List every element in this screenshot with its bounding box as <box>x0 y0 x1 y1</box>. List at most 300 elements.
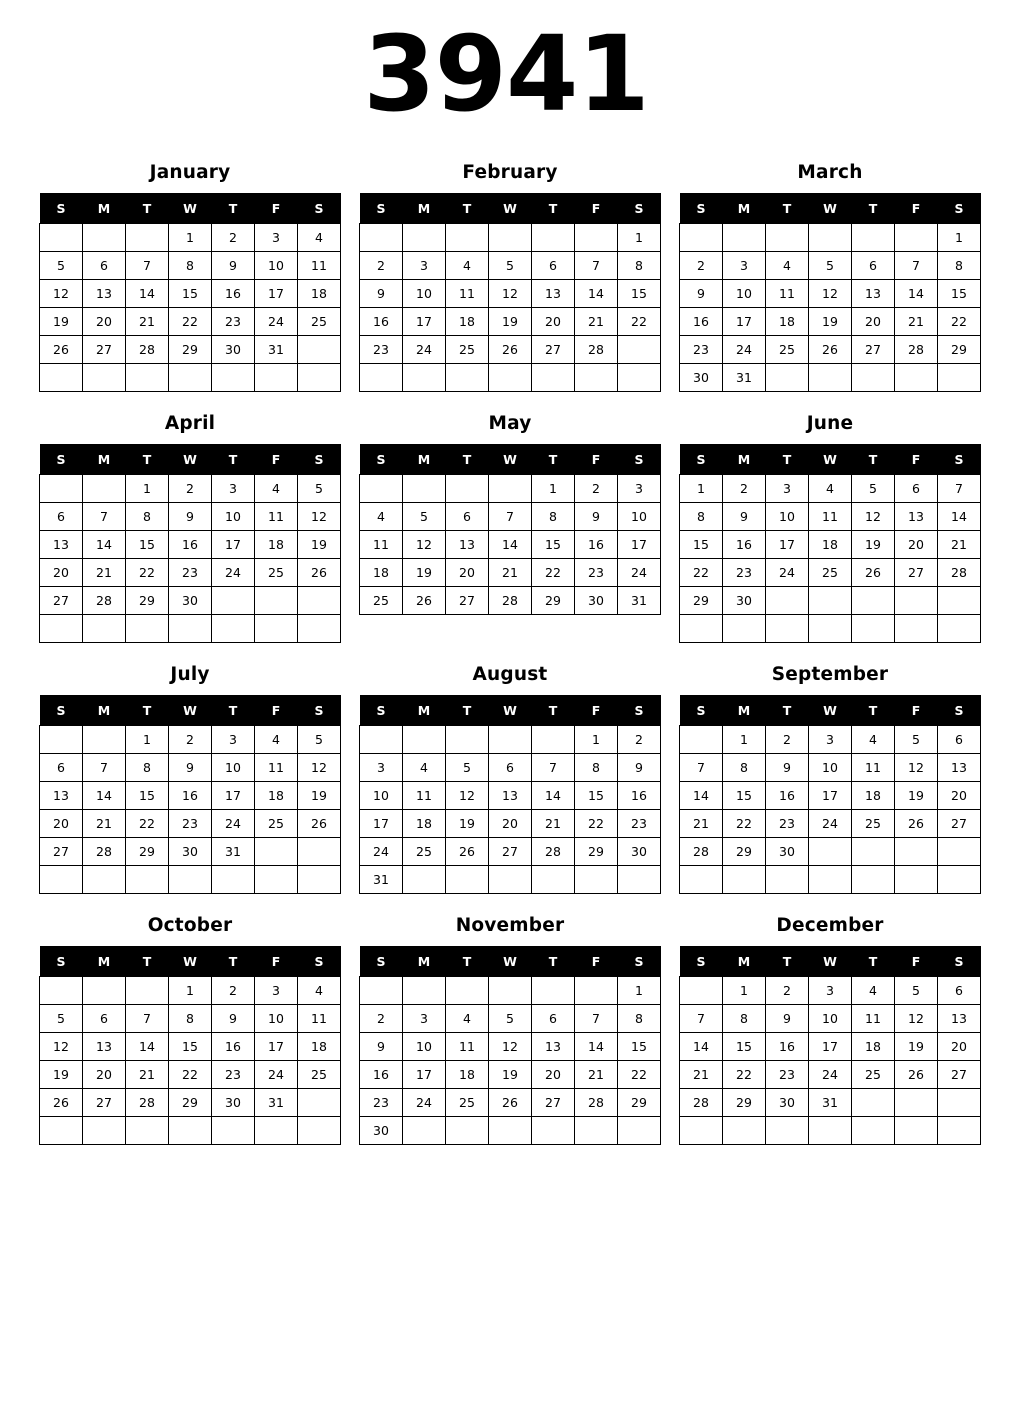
day-cell[interactable]: 12 <box>403 531 446 559</box>
day-cell[interactable]: 24 <box>809 1061 852 1089</box>
day-cell[interactable]: 20 <box>895 531 938 559</box>
day-cell[interactable]: 29 <box>575 838 618 866</box>
day-cell[interactable]: 14 <box>126 1033 169 1061</box>
day-cell[interactable]: 24 <box>618 559 661 587</box>
day-cell[interactable]: 13 <box>895 503 938 531</box>
day-cell[interactable]: 21 <box>938 531 981 559</box>
day-cell[interactable]: 19 <box>809 308 852 336</box>
day-cell[interactable]: 25 <box>852 810 895 838</box>
day-cell[interactable]: 19 <box>895 1033 938 1061</box>
day-cell[interactable]: 15 <box>938 280 981 308</box>
day-cell[interactable]: 5 <box>809 252 852 280</box>
day-cell[interactable]: 7 <box>83 503 126 531</box>
day-cell[interactable]: 28 <box>895 336 938 364</box>
day-cell[interactable]: 5 <box>403 503 446 531</box>
day-cell[interactable]: 30 <box>575 587 618 615</box>
day-cell[interactable]: 24 <box>360 838 403 866</box>
day-cell[interactable]: 9 <box>766 754 809 782</box>
day-cell[interactable]: 30 <box>680 364 723 392</box>
day-cell[interactable]: 13 <box>938 754 981 782</box>
day-cell[interactable]: 20 <box>532 308 575 336</box>
day-cell[interactable]: 8 <box>169 252 212 280</box>
day-cell[interactable]: 16 <box>169 531 212 559</box>
day-cell[interactable]: 7 <box>680 754 723 782</box>
day-cell[interactable]: 20 <box>446 559 489 587</box>
day-cell[interactable]: 22 <box>532 559 575 587</box>
day-cell[interactable]: 2 <box>575 475 618 503</box>
day-cell[interactable]: 10 <box>766 503 809 531</box>
day-cell[interactable]: 10 <box>212 754 255 782</box>
day-cell[interactable]: 31 <box>809 1089 852 1117</box>
day-cell[interactable]: 1 <box>618 977 661 1005</box>
day-cell[interactable]: 30 <box>723 587 766 615</box>
day-cell[interactable]: 27 <box>40 587 83 615</box>
day-cell[interactable]: 5 <box>446 754 489 782</box>
day-cell[interactable]: 10 <box>212 503 255 531</box>
day-cell[interactable]: 19 <box>403 559 446 587</box>
day-cell[interactable]: 20 <box>40 559 83 587</box>
day-cell[interactable]: 14 <box>575 1033 618 1061</box>
day-cell[interactable]: 17 <box>618 531 661 559</box>
day-cell[interactable]: 19 <box>40 1061 83 1089</box>
day-cell[interactable]: 18 <box>255 531 298 559</box>
day-cell[interactable]: 5 <box>298 726 341 754</box>
day-cell[interactable]: 7 <box>938 475 981 503</box>
day-cell[interactable]: 2 <box>212 977 255 1005</box>
day-cell[interactable]: 24 <box>809 810 852 838</box>
day-cell[interactable]: 22 <box>126 810 169 838</box>
day-cell[interactable]: 7 <box>126 1005 169 1033</box>
day-cell[interactable]: 4 <box>446 252 489 280</box>
day-cell[interactable]: 3 <box>618 475 661 503</box>
day-cell[interactable]: 25 <box>360 587 403 615</box>
day-cell[interactable]: 1 <box>938 224 981 252</box>
day-cell[interactable]: 26 <box>895 810 938 838</box>
day-cell[interactable]: 2 <box>618 726 661 754</box>
day-cell[interactable]: 13 <box>532 1033 575 1061</box>
day-cell[interactable]: 22 <box>126 559 169 587</box>
day-cell[interactable]: 1 <box>723 726 766 754</box>
day-cell[interactable]: 25 <box>255 810 298 838</box>
day-cell[interactable]: 12 <box>298 503 341 531</box>
day-cell[interactable]: 24 <box>403 1089 446 1117</box>
day-cell[interactable]: 29 <box>532 587 575 615</box>
day-cell[interactable]: 7 <box>83 754 126 782</box>
day-cell[interactable]: 17 <box>403 1061 446 1089</box>
day-cell[interactable]: 24 <box>212 559 255 587</box>
day-cell[interactable]: 28 <box>83 587 126 615</box>
day-cell[interactable]: 26 <box>40 1089 83 1117</box>
day-cell[interactable]: 14 <box>532 782 575 810</box>
day-cell[interactable]: 16 <box>723 531 766 559</box>
day-cell[interactable]: 12 <box>298 754 341 782</box>
day-cell[interactable]: 15 <box>618 280 661 308</box>
day-cell[interactable]: 17 <box>255 280 298 308</box>
day-cell[interactable]: 6 <box>532 1005 575 1033</box>
day-cell[interactable]: 2 <box>680 252 723 280</box>
day-cell[interactable]: 8 <box>723 754 766 782</box>
day-cell[interactable]: 27 <box>83 1089 126 1117</box>
day-cell[interactable]: 22 <box>680 559 723 587</box>
day-cell[interactable]: 14 <box>680 1033 723 1061</box>
day-cell[interactable]: 23 <box>169 810 212 838</box>
day-cell[interactable]: 21 <box>126 1061 169 1089</box>
day-cell[interactable]: 9 <box>212 1005 255 1033</box>
day-cell[interactable]: 23 <box>618 810 661 838</box>
day-cell[interactable]: 8 <box>938 252 981 280</box>
day-cell[interactable]: 11 <box>809 503 852 531</box>
day-cell[interactable]: 18 <box>446 308 489 336</box>
day-cell[interactable]: 21 <box>575 1061 618 1089</box>
day-cell[interactable]: 14 <box>489 531 532 559</box>
day-cell[interactable]: 1 <box>532 475 575 503</box>
day-cell[interactable]: 14 <box>575 280 618 308</box>
day-cell[interactable]: 3 <box>766 475 809 503</box>
day-cell[interactable]: 4 <box>809 475 852 503</box>
day-cell[interactable]: 22 <box>169 1061 212 1089</box>
day-cell[interactable]: 24 <box>212 810 255 838</box>
day-cell[interactable]: 27 <box>938 1061 981 1089</box>
day-cell[interactable]: 26 <box>298 559 341 587</box>
day-cell[interactable]: 18 <box>298 280 341 308</box>
day-cell[interactable]: 9 <box>680 280 723 308</box>
day-cell[interactable]: 17 <box>360 810 403 838</box>
day-cell[interactable]: 7 <box>532 754 575 782</box>
day-cell[interactable]: 8 <box>618 1005 661 1033</box>
day-cell[interactable]: 28 <box>83 838 126 866</box>
day-cell[interactable]: 9 <box>766 1005 809 1033</box>
day-cell[interactable]: 17 <box>766 531 809 559</box>
day-cell[interactable]: 29 <box>618 1089 661 1117</box>
day-cell[interactable]: 26 <box>298 810 341 838</box>
day-cell[interactable]: 14 <box>126 280 169 308</box>
day-cell[interactable]: 17 <box>255 1033 298 1061</box>
day-cell[interactable]: 19 <box>298 531 341 559</box>
day-cell[interactable]: 6 <box>489 754 532 782</box>
day-cell[interactable]: 21 <box>575 308 618 336</box>
day-cell[interactable]: 29 <box>938 336 981 364</box>
day-cell[interactable]: 11 <box>298 252 341 280</box>
day-cell[interactable]: 10 <box>403 1033 446 1061</box>
day-cell[interactable]: 15 <box>575 782 618 810</box>
day-cell[interactable]: 10 <box>809 754 852 782</box>
day-cell[interactable]: 6 <box>938 726 981 754</box>
day-cell[interactable]: 15 <box>169 1033 212 1061</box>
day-cell[interactable]: 28 <box>938 559 981 587</box>
day-cell[interactable]: 10 <box>255 1005 298 1033</box>
day-cell[interactable]: 30 <box>360 1117 403 1145</box>
day-cell[interactable]: 30 <box>618 838 661 866</box>
day-cell[interactable]: 28 <box>126 336 169 364</box>
day-cell[interactable]: 27 <box>532 336 575 364</box>
day-cell[interactable]: 12 <box>40 280 83 308</box>
day-cell[interactable]: 19 <box>446 810 489 838</box>
day-cell[interactable]: 25 <box>446 1089 489 1117</box>
day-cell[interactable]: 6 <box>83 252 126 280</box>
day-cell[interactable]: 13 <box>532 280 575 308</box>
day-cell[interactable]: 9 <box>360 280 403 308</box>
day-cell[interactable]: 30 <box>766 838 809 866</box>
day-cell[interactable]: 5 <box>895 977 938 1005</box>
day-cell[interactable]: 5 <box>298 475 341 503</box>
day-cell[interactable]: 22 <box>723 810 766 838</box>
day-cell[interactable]: 5 <box>40 252 83 280</box>
day-cell[interactable]: 16 <box>169 782 212 810</box>
day-cell[interactable]: 16 <box>212 1033 255 1061</box>
day-cell[interactable]: 26 <box>403 587 446 615</box>
day-cell[interactable]: 27 <box>489 838 532 866</box>
day-cell[interactable]: 3 <box>255 977 298 1005</box>
day-cell[interactable]: 2 <box>169 726 212 754</box>
day-cell[interactable]: 20 <box>938 1033 981 1061</box>
day-cell[interactable]: 17 <box>809 782 852 810</box>
day-cell[interactable]: 10 <box>360 782 403 810</box>
day-cell[interactable]: 16 <box>212 280 255 308</box>
day-cell[interactable]: 22 <box>575 810 618 838</box>
day-cell[interactable]: 14 <box>680 782 723 810</box>
day-cell[interactable]: 26 <box>809 336 852 364</box>
day-cell[interactable]: 27 <box>40 838 83 866</box>
day-cell[interactable]: 16 <box>618 782 661 810</box>
day-cell[interactable]: 4 <box>766 252 809 280</box>
day-cell[interactable]: 14 <box>895 280 938 308</box>
day-cell[interactable]: 29 <box>169 336 212 364</box>
day-cell[interactable]: 29 <box>723 1089 766 1117</box>
day-cell[interactable]: 4 <box>403 754 446 782</box>
day-cell[interactable]: 18 <box>255 782 298 810</box>
day-cell[interactable]: 16 <box>766 1033 809 1061</box>
day-cell[interactable]: 8 <box>532 503 575 531</box>
day-cell[interactable]: 23 <box>766 810 809 838</box>
day-cell[interactable]: 27 <box>895 559 938 587</box>
day-cell[interactable]: 2 <box>723 475 766 503</box>
day-cell[interactable]: 16 <box>360 308 403 336</box>
day-cell[interactable]: 2 <box>766 977 809 1005</box>
day-cell[interactable]: 19 <box>852 531 895 559</box>
day-cell[interactable]: 9 <box>212 252 255 280</box>
day-cell[interactable]: 23 <box>212 308 255 336</box>
day-cell[interactable]: 13 <box>40 531 83 559</box>
day-cell[interactable]: 31 <box>255 336 298 364</box>
day-cell[interactable]: 25 <box>809 559 852 587</box>
day-cell[interactable]: 1 <box>575 726 618 754</box>
day-cell[interactable]: 26 <box>489 336 532 364</box>
day-cell[interactable]: 15 <box>532 531 575 559</box>
day-cell[interactable]: 30 <box>212 1089 255 1117</box>
day-cell[interactable]: 7 <box>895 252 938 280</box>
day-cell[interactable]: 10 <box>809 1005 852 1033</box>
day-cell[interactable]: 3 <box>212 726 255 754</box>
day-cell[interactable]: 23 <box>360 1089 403 1117</box>
day-cell[interactable]: 28 <box>680 838 723 866</box>
day-cell[interactable]: 24 <box>255 308 298 336</box>
day-cell[interactable]: 3 <box>403 1005 446 1033</box>
day-cell[interactable]: 11 <box>852 754 895 782</box>
day-cell[interactable]: 24 <box>403 336 446 364</box>
day-cell[interactable]: 21 <box>680 810 723 838</box>
day-cell[interactable]: 20 <box>852 308 895 336</box>
day-cell[interactable]: 3 <box>809 977 852 1005</box>
day-cell[interactable]: 29 <box>169 1089 212 1117</box>
day-cell[interactable]: 31 <box>618 587 661 615</box>
day-cell[interactable]: 24 <box>255 1061 298 1089</box>
day-cell[interactable]: 3 <box>809 726 852 754</box>
day-cell[interactable]: 2 <box>766 726 809 754</box>
day-cell[interactable]: 17 <box>723 308 766 336</box>
day-cell[interactable]: 3 <box>723 252 766 280</box>
day-cell[interactable]: 2 <box>212 224 255 252</box>
day-cell[interactable]: 22 <box>618 308 661 336</box>
day-cell[interactable]: 15 <box>723 782 766 810</box>
day-cell[interactable]: 6 <box>83 1005 126 1033</box>
day-cell[interactable]: 1 <box>126 475 169 503</box>
day-cell[interactable]: 25 <box>403 838 446 866</box>
day-cell[interactable]: 1 <box>723 977 766 1005</box>
day-cell[interactable]: 3 <box>403 252 446 280</box>
day-cell[interactable]: 25 <box>298 308 341 336</box>
day-cell[interactable]: 23 <box>766 1061 809 1089</box>
day-cell[interactable]: 26 <box>895 1061 938 1089</box>
day-cell[interactable]: 11 <box>403 782 446 810</box>
day-cell[interactable]: 20 <box>83 308 126 336</box>
day-cell[interactable]: 12 <box>809 280 852 308</box>
day-cell[interactable]: 18 <box>852 1033 895 1061</box>
day-cell[interactable]: 14 <box>938 503 981 531</box>
day-cell[interactable]: 18 <box>298 1033 341 1061</box>
day-cell[interactable]: 16 <box>766 782 809 810</box>
day-cell[interactable]: 15 <box>618 1033 661 1061</box>
day-cell[interactable]: 22 <box>169 308 212 336</box>
day-cell[interactable]: 28 <box>489 587 532 615</box>
day-cell[interactable]: 11 <box>852 1005 895 1033</box>
day-cell[interactable]: 16 <box>575 531 618 559</box>
day-cell[interactable]: 21 <box>126 308 169 336</box>
day-cell[interactable]: 18 <box>360 559 403 587</box>
day-cell[interactable]: 9 <box>618 754 661 782</box>
day-cell[interactable]: 1 <box>169 224 212 252</box>
day-cell[interactable]: 12 <box>895 754 938 782</box>
day-cell[interactable]: 23 <box>212 1061 255 1089</box>
day-cell[interactable]: 4 <box>360 503 403 531</box>
day-cell[interactable]: 11 <box>766 280 809 308</box>
day-cell[interactable]: 31 <box>360 866 403 894</box>
day-cell[interactable]: 8 <box>126 754 169 782</box>
day-cell[interactable]: 30 <box>766 1089 809 1117</box>
day-cell[interactable]: 20 <box>938 782 981 810</box>
day-cell[interactable]: 24 <box>723 336 766 364</box>
day-cell[interactable]: 28 <box>575 336 618 364</box>
day-cell[interactable]: 27 <box>532 1089 575 1117</box>
day-cell[interactable]: 29 <box>680 587 723 615</box>
day-cell[interactable]: 23 <box>575 559 618 587</box>
day-cell[interactable]: 19 <box>489 308 532 336</box>
day-cell[interactable]: 4 <box>852 977 895 1005</box>
day-cell[interactable]: 21 <box>532 810 575 838</box>
day-cell[interactable]: 19 <box>895 782 938 810</box>
day-cell[interactable]: 23 <box>169 559 212 587</box>
day-cell[interactable]: 12 <box>489 280 532 308</box>
day-cell[interactable]: 20 <box>532 1061 575 1089</box>
day-cell[interactable]: 27 <box>446 587 489 615</box>
day-cell[interactable]: 6 <box>40 754 83 782</box>
day-cell[interactable]: 10 <box>618 503 661 531</box>
day-cell[interactable]: 10 <box>255 252 298 280</box>
day-cell[interactable]: 12 <box>446 782 489 810</box>
day-cell[interactable]: 17 <box>403 308 446 336</box>
day-cell[interactable]: 4 <box>446 1005 489 1033</box>
day-cell[interactable]: 15 <box>680 531 723 559</box>
day-cell[interactable]: 9 <box>169 754 212 782</box>
day-cell[interactable]: 4 <box>298 977 341 1005</box>
day-cell[interactable]: 25 <box>766 336 809 364</box>
day-cell[interactable]: 22 <box>723 1061 766 1089</box>
day-cell[interactable]: 5 <box>489 1005 532 1033</box>
day-cell[interactable]: 29 <box>126 587 169 615</box>
day-cell[interactable]: 10 <box>723 280 766 308</box>
day-cell[interactable]: 18 <box>403 810 446 838</box>
day-cell[interactable]: 28 <box>575 1089 618 1117</box>
day-cell[interactable]: 27 <box>938 810 981 838</box>
day-cell[interactable]: 13 <box>40 782 83 810</box>
day-cell[interactable]: 3 <box>255 224 298 252</box>
day-cell[interactable]: 11 <box>360 531 403 559</box>
day-cell[interactable]: 5 <box>852 475 895 503</box>
day-cell[interactable]: 25 <box>446 336 489 364</box>
day-cell[interactable]: 6 <box>446 503 489 531</box>
day-cell[interactable]: 18 <box>446 1061 489 1089</box>
day-cell[interactable]: 1 <box>680 475 723 503</box>
day-cell[interactable]: 15 <box>169 280 212 308</box>
day-cell[interactable]: 5 <box>895 726 938 754</box>
day-cell[interactable]: 20 <box>83 1061 126 1089</box>
day-cell[interactable]: 22 <box>618 1061 661 1089</box>
day-cell[interactable]: 16 <box>360 1061 403 1089</box>
day-cell[interactable]: 10 <box>403 280 446 308</box>
day-cell[interactable]: 8 <box>126 503 169 531</box>
day-cell[interactable]: 25 <box>852 1061 895 1089</box>
day-cell[interactable]: 18 <box>809 531 852 559</box>
day-cell[interactable]: 3 <box>212 475 255 503</box>
day-cell[interactable]: 15 <box>126 531 169 559</box>
day-cell[interactable]: 13 <box>446 531 489 559</box>
day-cell[interactable]: 28 <box>532 838 575 866</box>
day-cell[interactable]: 26 <box>446 838 489 866</box>
day-cell[interactable]: 30 <box>212 336 255 364</box>
day-cell[interactable]: 21 <box>83 559 126 587</box>
day-cell[interactable]: 1 <box>169 977 212 1005</box>
day-cell[interactable]: 26 <box>852 559 895 587</box>
day-cell[interactable]: 30 <box>169 838 212 866</box>
day-cell[interactable]: 23 <box>723 559 766 587</box>
day-cell[interactable]: 31 <box>255 1089 298 1117</box>
day-cell[interactable]: 4 <box>298 224 341 252</box>
day-cell[interactable]: 23 <box>360 336 403 364</box>
day-cell[interactable]: 29 <box>723 838 766 866</box>
day-cell[interactable]: 18 <box>766 308 809 336</box>
day-cell[interactable]: 27 <box>83 336 126 364</box>
day-cell[interactable]: 18 <box>852 782 895 810</box>
day-cell[interactable]: 6 <box>938 977 981 1005</box>
day-cell[interactable]: 14 <box>83 531 126 559</box>
day-cell[interactable]: 2 <box>169 475 212 503</box>
day-cell[interactable]: 19 <box>489 1061 532 1089</box>
day-cell[interactable]: 9 <box>169 503 212 531</box>
day-cell[interactable]: 29 <box>126 838 169 866</box>
day-cell[interactable]: 11 <box>255 754 298 782</box>
day-cell[interactable]: 12 <box>895 1005 938 1033</box>
day-cell[interactable]: 7 <box>575 252 618 280</box>
day-cell[interactable]: 20 <box>489 810 532 838</box>
